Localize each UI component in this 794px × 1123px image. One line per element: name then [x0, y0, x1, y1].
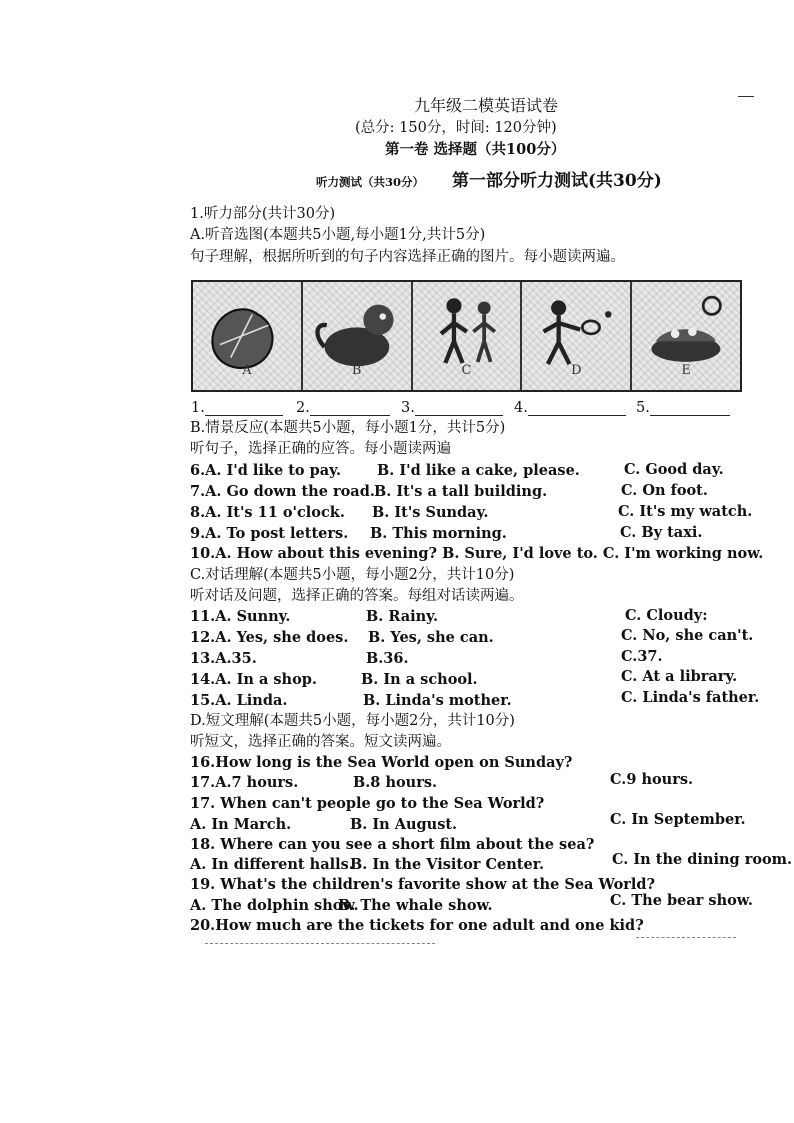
blank-4-line[interactable]	[528, 403, 626, 416]
q19-option-a[interactable]: A. The dolphin show.	[190, 897, 359, 914]
picture-e	[632, 282, 740, 390]
blank-3-line[interactable]	[415, 403, 503, 416]
q18-question: 18. Where can you see a short film about the sea?	[190, 836, 595, 853]
blank-2-number: 2.	[296, 400, 310, 416]
q20-question: 20.How much are the tickets for one adult and one kid?	[190, 917, 644, 934]
section-d-instruction: 听短文，选择正确的答案。短文读两遍。	[190, 734, 451, 750]
q19-option-c[interactable]: C. The bear show.	[610, 892, 753, 909]
listening-score-small: 听力测试（共30分）	[316, 175, 425, 189]
q10-options[interactable]: 10.A. How about this evening? B. Sure, I'd love to. C. I'm working now.	[190, 545, 764, 562]
score-time-info: (总分: 150分，时间: 120分钟)	[355, 120, 557, 136]
blank-2[interactable]	[296, 401, 390, 416]
q19-question: 19. What's the children's favorite show at the Sea World?	[190, 876, 656, 893]
blank-3-number: 3.	[401, 400, 415, 416]
blank-3[interactable]	[401, 401, 503, 416]
q19-option-b[interactable]: B. The whale show.	[338, 897, 493, 914]
exam-title: 九年级二模英语试卷	[414, 96, 559, 115]
q18-option-c[interactable]: C. In the dining room.	[612, 851, 793, 868]
picture-a-label: A	[242, 363, 252, 378]
q6-option-b[interactable]: B. I'd like a cake, please.	[377, 462, 580, 479]
picture-e-label: E	[681, 363, 691, 378]
q6-option-a[interactable]: 6.A. I'd like to pay.	[190, 462, 341, 479]
q8-option-c[interactable]: C. It's my watch.	[618, 503, 753, 520]
scan-artifact-line	[636, 937, 736, 938]
picture-b-label: B	[351, 363, 362, 378]
q11-option-a[interactable]: 11.A. Sunny.	[190, 608, 291, 625]
blank-1-number: 1.	[191, 400, 205, 416]
q8-option-a[interactable]: 8.A. It's 11 o'clock.	[190, 504, 345, 521]
q9-option-a[interactable]: 9.A. To post letters.	[190, 525, 349, 542]
section-c-heading: C.对话理解(本题共5小题，每小题2分，共计10分)	[190, 567, 515, 583]
picture-b	[303, 282, 413, 390]
volume-heading: 第一卷 选择题（共100分）	[385, 141, 566, 158]
scan-mark	[738, 96, 754, 97]
q17-option-a[interactable]: A. In March.	[190, 816, 292, 833]
section-b-heading: B.情景反应(本题共5小题，每小题1分，共计5分)	[190, 420, 506, 436]
q9-option-c[interactable]: C. By taxi.	[620, 524, 703, 541]
q13-option-c[interactable]: C.37.	[621, 648, 663, 665]
picture-d-label: D	[571, 363, 582, 378]
q15-option-b[interactable]: B. Linda's mother.	[363, 692, 512, 709]
q7-option-c[interactable]: C. On foot.	[621, 482, 708, 499]
q12-option-a[interactable]: 12.A. Yes, she does.	[190, 629, 349, 646]
q16-option-c[interactable]: C.9 hours.	[610, 771, 694, 788]
blank-1-line[interactable]	[205, 403, 283, 416]
part1-heading: 1.听力部分(共计30分)	[190, 206, 336, 222]
picture-d	[522, 282, 632, 390]
blank-5-line[interactable]	[650, 403, 730, 416]
blank-1[interactable]	[191, 401, 283, 416]
picture-a	[193, 282, 303, 390]
q7-option-b[interactable]: B. It's a tall building.	[374, 483, 548, 500]
q16-option-b[interactable]: B.8 hours.	[353, 774, 438, 791]
blank-5[interactable]	[636, 401, 730, 416]
q18-option-b[interactable]: B. In the Visitor Center.	[350, 856, 545, 873]
q12-option-c[interactable]: C. No, she can't.	[621, 627, 754, 644]
section-a-instruction: 句子理解，根据所听到的句子内容选择正确的图片。每小题读两遍。	[190, 249, 625, 265]
q17-question: 17. When can't people go to the Sea World?	[190, 795, 545, 812]
section-d-heading: D.短文理解(本题共5小题，每小题2分，共计10分)	[190, 713, 515, 729]
scan-artifact-line	[205, 943, 435, 944]
q14-option-c[interactable]: C. At a library.	[621, 668, 738, 685]
picture-c-label: C	[461, 363, 472, 378]
picture-options-strip	[191, 280, 742, 392]
blank-4[interactable]	[514, 401, 626, 416]
q14-option-b[interactable]: B. In a school.	[361, 671, 478, 688]
q11-option-b[interactable]: B. Rainy.	[366, 608, 438, 625]
q16-question: 16.How long is the Sea World open on Sunday?	[190, 754, 573, 771]
section-b-instruction: 听句子，选择正确的应答。每小题读两遍	[190, 441, 451, 457]
q13-option-a[interactable]: 13.A.35.	[190, 650, 257, 667]
q9-option-b[interactable]: B. This morning.	[370, 525, 507, 542]
q18-option-a[interactable]: A. In different halls.	[190, 856, 354, 873]
q15-option-c[interactable]: C. Linda's father.	[621, 689, 760, 706]
q16-option-a[interactable]: 17.A.7 hours.	[190, 774, 299, 791]
q6-option-c[interactable]: C. Good day.	[624, 461, 724, 478]
blank-2-line[interactable]	[310, 403, 390, 416]
section-c-instruction: 听对话及问题，选择正确的答案。每组对话读两遍。	[190, 588, 524, 604]
q17-option-c[interactable]: C. In September.	[610, 811, 746, 828]
q11-option-c[interactable]: C. Cloudy:	[625, 607, 708, 624]
q13-option-b[interactable]: B.36.	[366, 650, 409, 667]
q14-option-a[interactable]: 14.A. In a shop.	[190, 671, 317, 688]
picture-c	[413, 282, 523, 390]
q15-option-a[interactable]: 15.A. Linda.	[190, 692, 288, 709]
blank-5-number: 5.	[636, 400, 650, 416]
listening-section-heading: 第一部分听力测试(共30分)	[452, 171, 662, 191]
blank-4-number: 4.	[514, 400, 528, 416]
q17-option-b[interactable]: B. In August.	[350, 816, 458, 833]
q8-option-b[interactable]: B. It's Sunday.	[372, 504, 489, 521]
q7-option-a[interactable]: 7.A. Go down the road.	[190, 483, 375, 500]
q12-option-b[interactable]: B. Yes, she can.	[368, 629, 494, 646]
section-a-heading: A.听音选图(本题共5小题,每小题1分,共计5分)	[190, 227, 486, 243]
